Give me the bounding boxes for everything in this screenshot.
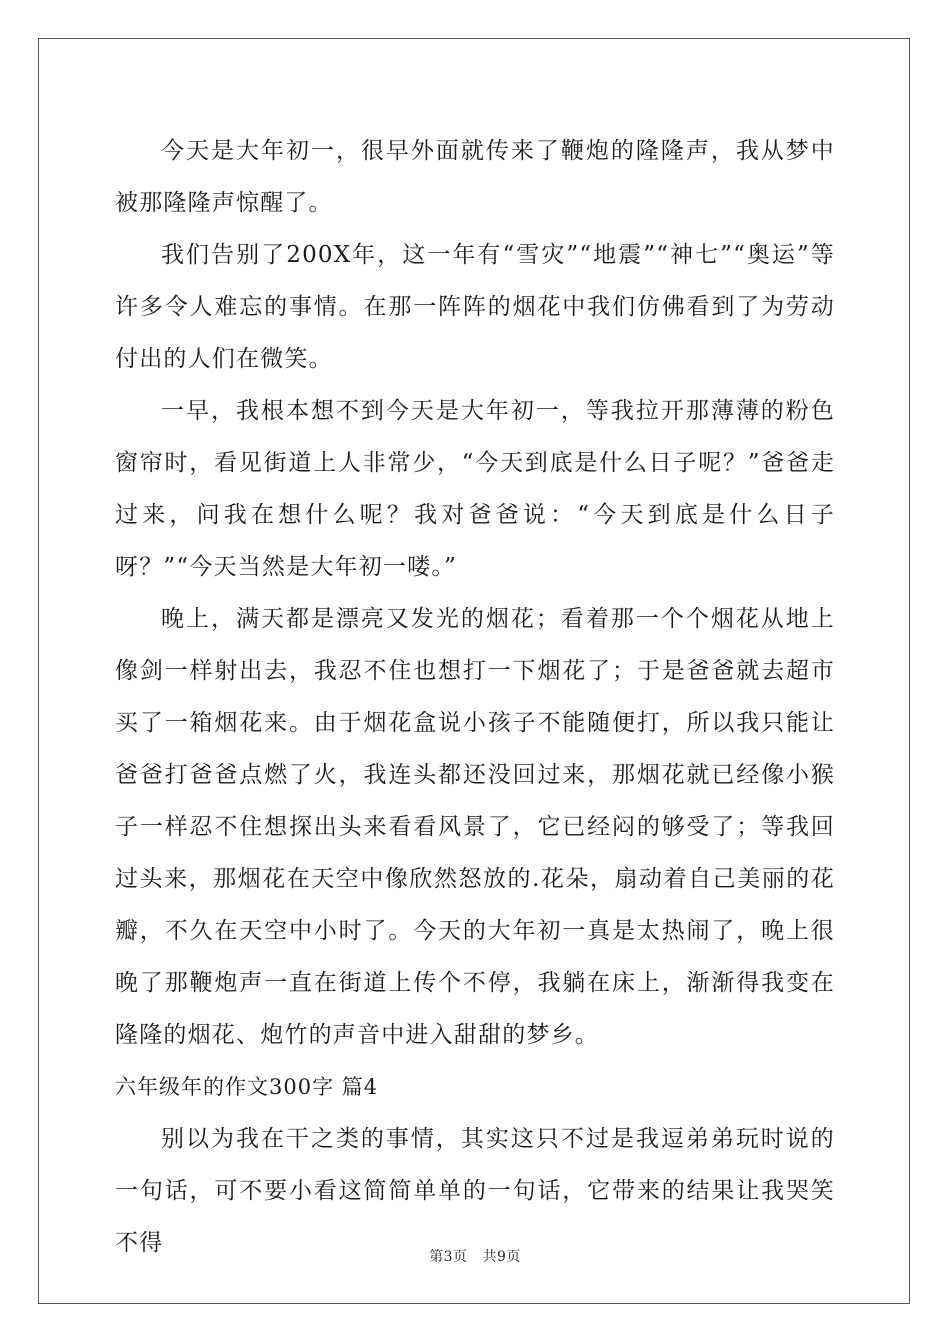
page-total: 共9页 [482, 1249, 521, 1265]
document-body [115, 125, 835, 1269]
section-heading: 六年级年的作文300字 篇4 [115, 1075, 379, 1099]
paragraph-2: 我们告别了200X年，这一年有“雪灾”“地震”“神七”“奥运”等许多令人难忘的事情。在那一阵阵的烟花中我们仿佛看到了为劳动付出的人们在微笑。 [115, 242, 835, 372]
paragraph-5: 别以为我在干之类的事情，其实这只不过是我逗弟弟玩时说的一句话，可不要小看这简简单单的一句话，它带来的结果让我哭笑不得 [115, 1126, 835, 1256]
paragraph-4: 晚上，满天都是漂亮又发光的烟花；看着那一个个烟花从地上像剑一样射出去，我忍不住也想打一下烟花了；于是爸爸就去超市买了一箱烟花来。由于烟花盒说小孩子不能随便打，所以我只能让爸爸打爸爸点燃了火，我连头都还没回过来，那烟花就已经像小猴子一样忍不住想探出头来看看风景了，它已经闷的够受了；等我回过头来，那烟花在天空中像欣然怒放的.花朵，扇动着自己美丽的花瓣，不久在天空中小时了。今天的大年初一真是太热闹了，晚上很晚了那鞭炮声一直在街道上传个不停，我躺在床上，渐渐得我变在隆隆的烟花、炮竹的声音中进入甜甜的梦乡。 [115, 606, 835, 1048]
paragraph-1: 今天是大年初一，很早外面就传来了鞭炮的隆隆声，我从梦中被那隆隆声惊醒了。 [115, 138, 835, 216]
page-footer [0, 1246, 950, 1266]
paragraph-3: 一早，我根本想不到今天是大年初一，等我拉开那薄薄的粉色窗帘时，看见街道上人非常少，“今天到底是什么日子呢？”爸爸走过来，问我在想什么呢？我对爸爸说：“今天到底是什么日子呀？”“今天当然是大年初一喽。” [115, 398, 835, 580]
page-number: 第3页 [429, 1249, 468, 1265]
